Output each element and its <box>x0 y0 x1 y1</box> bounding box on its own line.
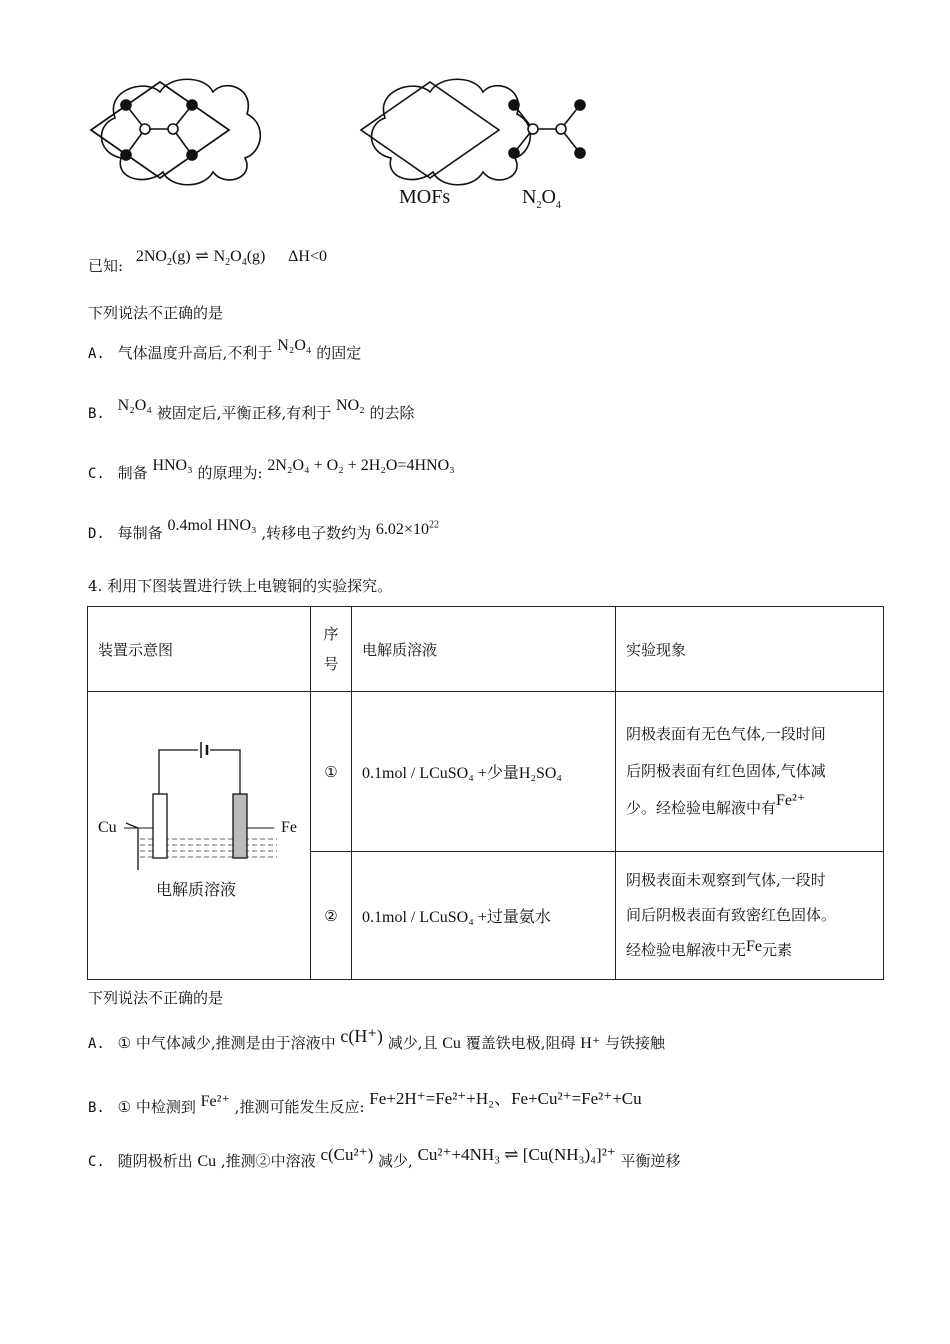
given-reaction: 已知: $2NO_2(g)$ ⇌ $N_2O_4(g)$ ΔH<0 <box>88 246 328 275</box>
empty-mofs-diagram <box>361 79 530 185</box>
header-electrolyte: 电解质溶液 <box>352 607 616 692</box>
row1-observation: 阴极表面有无色气体,一段时间 后阴极表面有红色固体,气体减 少。经检验电解液中有Fe²⁺ <box>616 692 884 852</box>
q3-option-c[interactable]: C. 制备 HNO₃ 的原理为: 2N₂O₄ + O₂ + 2H₂O=4HNO₃ <box>88 457 455 482</box>
cu-label: Cu <box>98 819 117 836</box>
row1-num: ① <box>311 692 352 852</box>
header-seq: 序 号 <box>311 607 352 692</box>
row2-num: ② <box>311 852 352 980</box>
n2o4-label: $N_2O_4$ <box>522 186 561 211</box>
cu-electrode <box>153 794 167 858</box>
fe-electrode <box>233 794 247 858</box>
q4-option-a[interactable]: A. ① 中气体减少,推测是由于溶液中 c(H⁺) 减少,且 Cu 覆盖铁电极,阻碍 H⁺ 与铁接触 <box>88 1026 666 1052</box>
mofs-with-n2o4-diagram <box>91 79 260 185</box>
electrolyte-caption: 电解质溶液 <box>156 880 237 899</box>
row1-solution: 0.1mol / LCuSO₄ +少量H₂SO₄ <box>352 692 616 852</box>
electroplating-apparatus-diagram <box>88 732 310 932</box>
mofs-label: MOFs <box>399 186 451 208</box>
row2-solution: 0.1mol / LCuSO₄ +过量氨水 <box>352 852 616 980</box>
equilibrium-arrow-icon: ⇌ <box>195 246 209 265</box>
q3-option-b[interactable]: B. N₂O₄ 被固定后,平衡正移,有利于 NO₂ 的去除 <box>88 397 415 422</box>
q3-option-a[interactable]: A. 气体温度升高后,不利于 N₂O₄ 的固定 <box>88 337 362 362</box>
header-phenomenon: 实验现象 <box>616 607 884 692</box>
experiment-table <box>87 606 884 980</box>
q3-option-d[interactable]: D. 每制备 0.4mol HNO₃ ,转移电子数约为 $6.02\times 10^{22}$ <box>88 517 439 542</box>
row2-observation: 阴极表面未观察到气体,一段时 间后阴极表面有致密红色固体。 经检验电解液中无Fe元素 <box>616 852 884 980</box>
q3-prompt: 下列说法不正确的是 <box>88 304 224 322</box>
fe-label: Fe <box>281 819 297 836</box>
q4-option-b[interactable]: B. ① 中检测到 Fe²⁺ ,推测可能发生反应: Fe+2H⁺=Fe²⁺+H₂、Fe+Cu²⁺=Fe²⁺+Cu <box>88 1089 642 1116</box>
q4-option-c[interactable]: C. 随阴极析出 Cu ,推测②中溶液 c(Cu²⁺) 减少, Cu²⁺+4NH₃ ⇌ [Cu(NH₃)₄]²⁺ 平衡逆移 <box>88 1145 681 1170</box>
q4-title: 4. 利用下图装置进行铁上电镀铜的实验探究。 <box>88 577 393 595</box>
apparatus-cell <box>88 692 311 980</box>
header-device: 装置示意图 <box>88 607 311 692</box>
q4-prompt: 下列说法不正确的是 <box>88 989 224 1007</box>
n2o4-molecule-diagram <box>509 100 585 158</box>
